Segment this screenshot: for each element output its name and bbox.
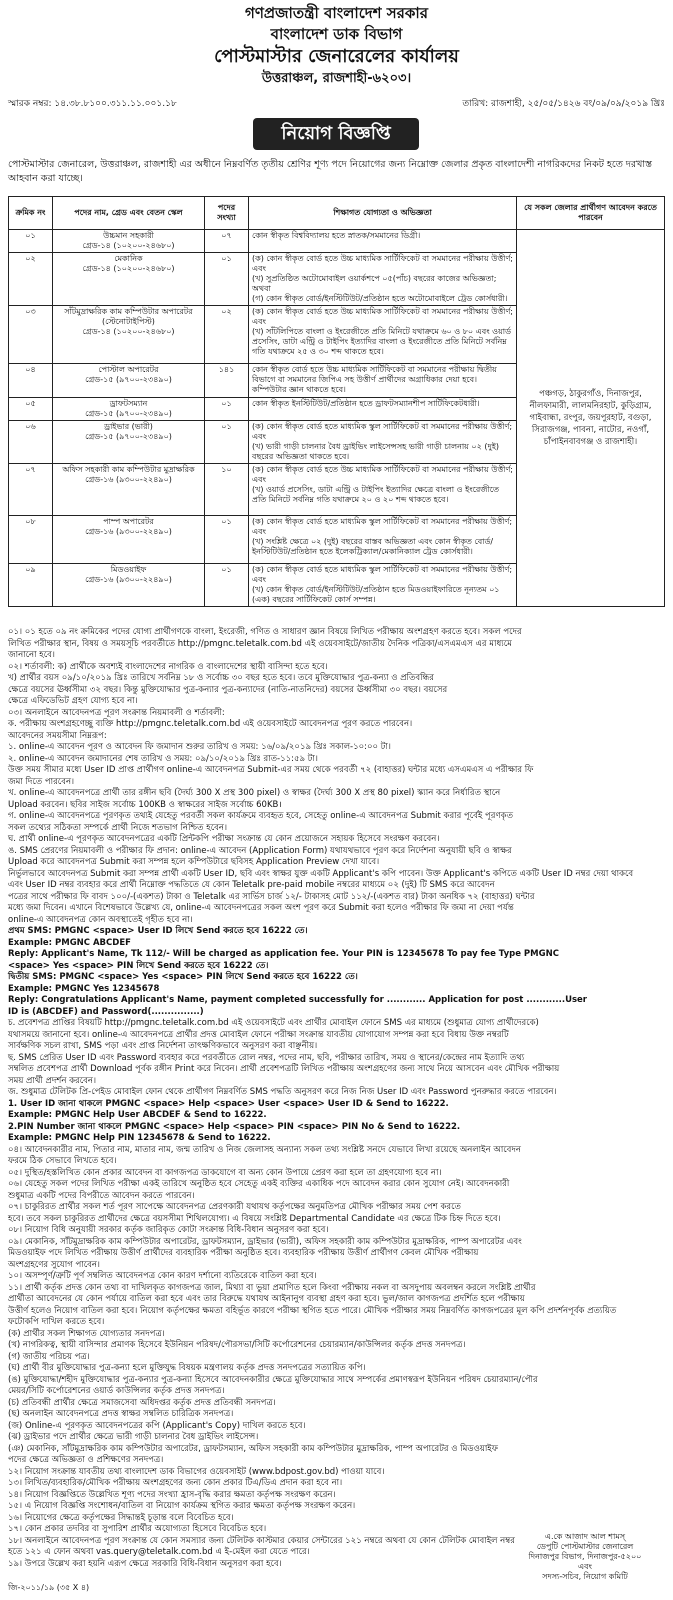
note-line: সার্বক্ষণিক সচল রাখা, SMS পড়া এবং প্রাপ্ত নির্দেশনা তাৎক্ষণিকভাবে অনুসরণ করা বাঞ্ছনীয়। [8, 1041, 318, 1051]
note-line: প্রার্থীতা আবেদনের যে কোন পর্যায়ে বাতিল করা হবে এবং তার বিরুদ্ধে যথাযথ আইনানুগ ব্যবস্থা গ্রহণ করা হবে। ভুল/জাল কাগজপত্র প্রদর্শিত হলে পরীক্ষায় [8, 1294, 525, 1304]
note-line: (ঞ) মেকানিক, সাঁটমুদ্রাক্ষরিক কাম কম্পিউটার অপারেটর, ড্রাফটসম্যান, অফিস সহকারী কাম কম্পিউটার মুদ্রাক্ষরিক, পাম্প অপারেটর ও মিডওয়াইফ [8, 1443, 498, 1454]
note-line: ১৭। কোন প্রকার তদবির বা সুপারিশ প্রার্থীর অযোগ্যতা হিসেবে বিবেচিত হবে। [8, 1524, 267, 1534]
note-line: Upload করবেন। ছবির সাইজ সর্বোচ্চ 100KB ও স্বাক্ষরের সাইজ সর্বোচ্চ 60KB। [8, 799, 282, 810]
memo-number: স্মারক নম্বর: ১৪.৩৮.৮১০০.৩১১.১১.০০১.১৮ [8, 99, 177, 109]
note-line: ক্ষেত্রে বয়সের ঊর্ধ্বসীমা ৩২ বছর। কিন্তু মুক্তিযোদ্ধার পুত্র-কন্যার পুত্র-কন্যাদের (নাতি-নাতনিদের) বয়সের ঊর্ধ্বসীমা ৩০ বছর। বয়সের [8, 684, 448, 695]
signature-block [505, 1532, 665, 1582]
serial-cell: ০৪ [9, 364, 53, 398]
serial-cell: ০১ [9, 230, 53, 253]
signatory-office: দিনাজপুর বিভাগ, দিনাজপুর-৫২০০ [528, 1552, 642, 1561]
note-line: জ. শুধুমাত্র টেলিটক প্রি-পেইড মোবাইল ফোন থেকে প্রার্থীগণ নিম্নবর্ণিত SMS পদ্ধতি অনুসরণ করে নিজ নিজ User ID এবং Password পুনরুদ্ধার করতে পারবেন। [8, 1087, 557, 1097]
note-line: ১৮। অনলাইনে আবেদনপত্র পূরণ সংক্রান্ত যে কোন সমস্যার জন্য টেলিটক কাস্টমার কেয়ার সেন্টারের ১২১ নম্বরে অথবা যে কোন টেলিটক মোবাইল নম্বর [8, 1535, 515, 1546]
col-header-serial: ক্রমিক নং [9, 197, 53, 230]
qualification-cell: (ক) কোন স্বীকৃত বোর্ড হতে উচ্চ মাধ্যমিক সার্টিফিকেট বা সমমানের পরীক্ষায় উত্তীর্ণ; এবং (খ) ওয়ার্ড প্রসেসিং, ডাটা এন্ট্রি ও টাইপিং ইত্যাদির ক্ষেত্রে বাংলা ও ইংরেজীতে প্রতি মিনিটে সর্বনিম্ন গতি যথাক্রমে ২০ ও ২০ শব্দ থাকতে হবে। [249, 464, 517, 516]
serial-cell: ০৭ [9, 464, 53, 516]
note-line: ১১। প্রার্থী কর্তৃক প্রদত্ত কোন তথ্য বা দাখিলকৃত কাগজপত্র জাল, মিথ্যা বা ভুয়া প্রমাণিত হলে কিংবা পরীক্ষায় নকল বা অসদুপায় অবলম্বন করলে সংশ্লিষ্ট প্রার্থীর [8, 1282, 536, 1293]
note-line: ঙ. SMS প্রেরণের নিয়মাবলী ও পরীক্ষার ফি প্রদান: online-এ আবেদন (Application Form) যথাযথভাবে পূরণ করে নির্দেশনা অনুযায়ী ছবি ও স্বাক্ষর [8, 845, 512, 856]
note-line: হবে। তবে সকল চাকুরিরত প্রার্থীদের ক্ষেত্রে বয়সসীমা শিথিলযোগ্য। এ বিষয়ে সংশ্লিষ্ট Departmental Candidate এর ক্ষেত্রে টিক চিহ্ন দিতে হবে। [8, 1213, 501, 1224]
table-body [9, 230, 665, 607]
post-cell: উচ্চমান সহকারী গ্রেড-১৪ (১০২০০-২৪৬৮০) [53, 230, 205, 253]
note-line: ০৮। নিয়োগ বিধি অনুযায়ী সরকার কর্তৃক জারিকৃত কোটা সংক্রান্ত বিধি-বিধান অনুসরণ করা হবে। [8, 1225, 329, 1235]
note-line: খ) প্রার্থীর বয়স ০৯/১০/২০১৯ খ্রিঃ তারিখে সর্বনিম্ন ১৮ ও সর্বোচ্চ ৩০ বছর হতে হবে। তবে মুক্তিযোদ্ধার পুত্র-কন্যা ও প্রতিবন্ধির [8, 673, 434, 683]
note-line: শুধুমাত্র একটি পদের বিপরীতে আবেদন করতে পারবেন। [8, 1190, 195, 1201]
note-line: ফরমে ঠিক সেভাবে লিখতে হবে। [8, 1156, 117, 1166]
count-cell: ০২ [205, 306, 249, 364]
count-cell: ০১ [205, 564, 249, 607]
table-row [9, 230, 665, 253]
note-line: (ছ) অনলাইন আবেদনপত্রে প্রদত্ত স্বাক্ষর সম্বলিত চারিত্রিক সনদপত্র। [8, 1409, 234, 1419]
note-line: Reply: Congratulations Applicant's Name, payment completed successfully for ............ Application for post ............User [8, 995, 587, 1005]
note-line: চ. প্রবেশপত্র প্রাপ্তির বিষয়টি http://pmgnc.teletalk.com.bd এই ওয়েবসাইটে এবং প্রার্থীর মোবাইল ফোনে SMS এর মাধ্যমে (শুধুমাত্র যোগ্য প্রার্থীদেরকে) [8, 1018, 539, 1028]
note-line: জানানো হবে। [8, 650, 55, 660]
posts-table [8, 196, 665, 607]
col-header-districts: যে সকল জেলার প্রার্থীগণ আবেদন করতে পারবেন [517, 197, 665, 230]
note-line: (ক) প্রার্থীর সকল শিক্ষাগত যোগ্যতার সনদপত্র। [8, 1328, 165, 1339]
serial-cell: ০৬ [9, 421, 53, 464]
post-cell: অফিস সহকারী কাম কম্পিউটার মুদ্রাক্ষরিক গ্রেড-১৬ (৯৩০০-২২৪৯০) [53, 464, 205, 516]
post-cell: মেকানিক গ্রেড-১৪ (১০২০০-২৪৬৮০) [53, 253, 205, 306]
signatory-name: এ.কে আজাদ আল শামস্ [544, 1532, 626, 1541]
note-line: উত্তীর্ণ হলেও নিয়োগ বাতিল করা হবে। নিয়োগ কর্তৃপক্ষের ক্ষমতা বহির্ভূত কারণে পরীক্ষা স্থগিত হতে পারে। মৌখিক পরীক্ষার সময় নিম্নবর্ণিত কাগজপত্রের মূল কপি প্রদর্শনপূর্বক প্রত্যয়িত [8, 1305, 617, 1316]
note-line: Example: PMGNC Help PIN 12345678 & Send to 16222. [8, 1133, 271, 1143]
note-line: ০৯। মেকানিক, সাঁটমুদ্রাক্ষরিক কাম কম্পিউটার অপারেটর, ড্রাফটসম্যান, ড্রাইভার (ভারী), অফিস সহকারী কাম কম্পিউটার মুদ্রাক্ষরিক, পাম্প অপারেটর এবং [8, 1236, 522, 1247]
note-line: এবং User ID নম্বর ব্যবহার করে প্রার্থী নিম্নোক্ত পদ্ধতিতে যে কোন Teletalk pre-paid mobile নম্বরের মাধ্যমে ০২ (দুই) টি SMS করে আবেদন [8, 880, 495, 890]
serial-cell: ০৩ [9, 306, 53, 364]
note-line: Upload করে আবেদনপত্র Submit করা সম্পন্ন হলে কম্পিউটারে ছবিসহ Application Preview দেখা যাবে। [8, 857, 380, 867]
count-cell: ১৪১ [205, 364, 249, 398]
col-header-qualification: শিক্ষাগত যোগ্যতা ও অভিজ্ঞতা [249, 197, 517, 230]
note-line: (জ) Online-এ পূরণকৃত আবেদনপত্রের কপি (Applicant's Copy) দাখিল করতে হবে। [8, 1420, 306, 1431]
note-line: (খ) নাগরিকত্ব, স্থায়ী বাসিন্দার প্রমাণক হিসেবে ইউনিয়ন পরিষদ/পৌরসভা/সিটি কর্পোরেশনের চেয়ারম্যান/কাউন্সিলর কর্তৃক প্রদত্ত সনদপত্র। [8, 1340, 466, 1350]
note-line: Example: PMGNC Yes 12345678 [8, 983, 160, 994]
qualification-cell: (ক) কোন স্বীকৃত বোর্ড হতে মাধ্যমিক স্কুল সার্টিফিকেট বা সমমানের পরীক্ষায় উত্তীর্ণ; এবং (খ) ভারী গাড়ী চালনার বৈধ ড্রাইভিং লাইসেন্সসহ ভারী গাড়ী চালনায় ০২ (দুই) বছরের অভিজ্ঞতা থাকতে হবে। [249, 421, 517, 464]
note-line: আবেদনের সময়সীমা নিম্নরূপ: [8, 730, 107, 741]
count-cell: ০১ [205, 516, 249, 564]
serial-cell: ০৫ [9, 398, 53, 421]
post-cell: ড্রাফটসম্যান গ্রেড-১৫ (৯৭০০-২৩৪৯০) [53, 398, 205, 421]
circular-date: তারিখ: রাজশাহী, ২৫/০৫/১৪২৬ বং/০৯/০৯/২০১৯ খ্রিঃ [462, 99, 665, 109]
count-cell: ১০ [205, 464, 249, 516]
note-line: 2.PIN Number জানা থাকলে PMGNC <space> Help <space> PIN <space> PIN No & Send to 16222. [8, 1121, 461, 1132]
note-line: (ঙ) মুক্তিযোদ্ধা/শহীদ মুক্তিযোদ্ধার পুত্র-কন্যার পুত্র-কন্যা হিসেবে আবেদনকারীর ক্ষেত্রে মুক্তিযোদ্ধার সাথে সম্পর্কের প্রমাণস্বরূপ ইউনিয়ন পরিষদ চেয়ারম্যান/পৌর [8, 1374, 538, 1385]
note-line: গ. online-এ আবেদনপত্রে পূরণকৃত তথ্যই যেহেতু পরবর্তী সকল কার্যক্রমে ব্যবহৃত হবে, সেহেতু online-এ আবেদনপত্র Submit করার পূর্বেই পূরণকৃত [8, 811, 513, 821]
note-line: ০৬। যেহেতু সকল পদের লিখিত পরীক্ষা একই তারিখে অনুষ্ঠিত হবে সেহেতু একই ব্যক্তির একাধিক পদে আবেদন করার কোন সুযোগ নেই। আবেদনকারী [8, 1179, 510, 1189]
col-header-count: পদের সংখ্যা [205, 197, 249, 230]
note-line: নির্ভুলভাবে আবেদনপত্র Submit করা সম্পন্ন প্রার্থী একটি User ID, ছবি এবং স্বাক্ষর যুক্ত একটি Applicant's কপি পাবেন। উক্ত Applicant's কপিতে একটি User ID নম্বর দেয়া থাকবে [8, 868, 634, 879]
note-line: ১৪। নিয়োগ বিজ্ঞপ্তিতে উল্লেখিত শূণ্য পদের সংখ্যা হ্রাস-বৃদ্ধি করার ক্ষমতা কর্তৃপক্ষ সংরক্ষণ করেন। [8, 1489, 336, 1500]
note-line: ০৪। আবেদনকারীর নাম, পিতার নাম, মাতার নাম, জন্ম তারিখ ও নিজ জেলাসহ অন্যান্য সকল তথ্য সংশ্লিষ্ট সনদে যেভাবে লিখা রয়েছে অনলাইন আবেদন [8, 1144, 521, 1155]
post-cell: ড্রাইভার (ভারী) গ্রেড-১৫ (৯৭০০-২৩৪৯০) [53, 421, 205, 464]
note-line: ০৫। দুস্থিত/হস্তলিখিত কোন প্রকার আবেদন বা কাগজপত্র ডাকযোগে বা অন্য কোন উপায়ে প্রেরণ করা হলে তা গ্রহণযোগ্য হবে না। [8, 1167, 442, 1178]
count-cell: ০৭ [205, 230, 249, 253]
note-line: ফটোকপি দাখিল করতে হবে। [8, 1317, 105, 1327]
qualification-cell: (ক) কোন স্বীকৃত বোর্ড হতে মাধ্যমিক স্কুল সার্টিফিকেট বা সমমানের পরীক্ষায় উত্তীর্ণ; এবং (খ) কোন স্বীকৃত বোর্ড/ইনস্টিটিউট/প্রতিষ্ঠান হতে মিডওয়াইফারিতে নূন্যতম ০১ (এক) বছরের সার্টিফিকেট কোর্স সম্পন্ন। [249, 564, 517, 607]
note-line: ১৬। নিয়োগের ক্ষেত্রে কর্তৃপক্ষের সিদ্ধান্তই চূড়ান্ত বলে বিবেচিত হবে। [8, 1512, 234, 1523]
note-line: প্রথম SMS: PMGNC <space> User ID লিখে Send করতে হবে 16222 তে। [8, 926, 308, 936]
note-line: Reply: Applicant's Name, Tk 112/- Will be charged as application fee. Your PIN is 12345678 To pay fee Type PMGNC [8, 949, 559, 959]
post-cell: পাম্প অপারেটর গ্রেড-১৬ (৯৩০০-২২৪৯০) [53, 516, 205, 564]
note-line: মধ্যে জমা দিবেন। এখানে বিশেষভাবে উল্লেখ্য যে, online-এ আবেদনপত্রের সকল অংশ পূরণ করে Submit করা হলেও পরীক্ষার ফি জমা না দেয়া পর্যন্ত [8, 903, 514, 913]
note-line: মিডওয়াইফ পদে লিখিত পরীক্ষায় উত্তীর্ণ প্রার্থীদের ব্যবহারিক পরীক্ষা অনুষ্ঠিত হবে। ব্যবহারিক পরীক্ষায় উত্তীর্ণ প্রার্থীগণ কেবল মৌখিক পরীক্ষায় [8, 1248, 479, 1258]
note-line: Example: PMGNC Help User ABCDEF & Send to 16222. [8, 1110, 267, 1120]
serial-cell: ০৯ [9, 564, 53, 607]
note-line: খ. online-এ আবেদনপত্রে প্রার্থী তার রঙ্গীন ছবি (দৈর্ঘ্য 300 X প্রস্থ 300 pixel) ও স্বাক্ষর (দৈর্ঘ্য 300 X প্রস্থ 80 pixel) স্ক্যান করে নির্ধারিত স্থানে [8, 788, 501, 798]
count-cell: ০১ [205, 421, 249, 464]
note-line: ১. online-এ আবেদন পূরণ ও আবেদন ফি জমাদান শুরুর তারিখ ও সময়: ১৬/০৯/২০১৯ খ্রিঃ সকাল-১০:০০ টা। [8, 742, 391, 752]
note-line: জমা দিতে পারবেন। [8, 776, 75, 787]
note-line: অংশগ্রহণের সুযোগ পাবেন। [8, 1259, 100, 1270]
note-line: ১৫। এ নিয়োগ বিজ্ঞপ্তি সংশোধন/বাতিল বা নিয়োগ কার্যক্রম স্থগিত করার ক্ষমতা কর্তৃপক্ষ সংরক্ষণ করেন। [8, 1501, 356, 1511]
note-line: online-এ আবেদনপত্র কোন অবস্থাতেই গৃহীত হবে না। [8, 914, 193, 925]
post-cell: সাঁটমুদ্রাক্ষরিক কাম কম্পিউটার অপারেটর (স্টেনোটাইপিস্ট) গ্রেড-১৪ (১০২০০-২৪৬৮০) [53, 306, 205, 364]
post-cell: মিডওয়াইফ গ্রেড-১৬ (৯৩০০-২২৪৯০) [53, 564, 205, 607]
note-line: ১০। অসম্পূর্ণ/ত্রুটি পূর্ণ সম্বলিত আবেদনপত্র কোন কারণ দর্শানো ব্যতিরেকে বাতিল করা হবে। [8, 1271, 317, 1281]
intro-text: পোস্টমাস্টার জেনারেল, উত্তরাঞ্চল, রাজশাহী এর অধীনে নিম্নবর্ণিত তৃতীয় শ্রেণির শূণ্য পদে নিয়োগের জন্য নিম্নোক্ত জেলার প্রকৃত বাংলাদেশী নাগরিকদের নিকট হতে দরখাস্ত আহবান করা যাচ্ছে। [8, 159, 652, 184]
header-office: পোস্টমাস্টার জেনারেলের কার্যালয় [214, 46, 459, 67]
note-line: দ্বিতীয় SMS: PMGNC <space> Yes <space> PIN লিখে Send করতে হবে 16222 তে। [8, 972, 358, 982]
qualification-cell: (ক) কোন স্বীকৃত বোর্ড হতে উচ্চ মাধ্যমিক সার্টিফিকেট বা সমমানের পরীক্ষায় উত্তীর্ণ; এবং (খ) সাঁটলিপিতে বাংলা ও ইংরেজীতে প্রতি মিনিটে যথাক্রমে ৬০ ও ৮০ এবং ওয়ার্ড প্রসেসিং, ডাটা এন্ট্রি ও টাইপিং ইত্যাদির বাংলা ও ইংরেজীতে প্রতি মিনিটে সর্বনিম্ন গতি যথাক্রমে ২৫ ও ৩০ শব্দ থাকতে হবে। [249, 306, 517, 364]
qualification-cell: (ক) কোন স্বীকৃত বোর্ড হতে মাধ্যমিক স্কুল সার্টিফিকেট বা সমমানের পরীক্ষায় উত্তীর্ণ; এবং (খ) সংশ্লিষ্ট ক্ষেত্রে ০২ (দুই) বছরের বাস্তব অভিজ্ঞতা এবং কোন স্বীকৃত বোর্ড/ইনস্টিটিউট/প্রতিষ্ঠান হতে ইলেকট্রিক্যাল/মেকানিক্যাল ট্রেড কোর্সধারী। [249, 516, 517, 564]
qualification-cell: কোন স্বীকৃত বিশ্ববিদ্যালয় হতে স্নাতক/সমমানের ডিগ্রী। [249, 230, 517, 253]
note-line: ০৭। চাকুরিরত প্রার্থীর সকল শর্ত পূরণ সাপেক্ষে আবেদনপত্র প্রেরণকারী যথাযথ কর্তৃপক্ষের অনুমতিপত্র মৌখিক পরীক্ষার সময় পেশ করতে [8, 1202, 461, 1212]
note-line: ১৯। উপরে উল্লেখ করা হয়নি এরূপ ক্ষেত্রে সরকারি বিধি-বিধান অনুসরণ করা হবে। [8, 1558, 282, 1569]
note-line: যথাসময়ে জানানো হবে। online-এ আবেদনপত্রে প্রার্থীর প্রদত্ত মোবাইল ফোনে পরীক্ষা সংক্রান্ত যাবতীয় যোগাযোগ সম্পন্ন করা হবে বিধায় উক্ত নম্বরটি [8, 1029, 509, 1040]
note-line: সম্বলিত প্রবেশপত্র প্রার্থী Download পূর্বক রঙ্গীন Print করে নিবেন। প্রার্থী প্রবেশপত্রটি লিখিত পরীক্ষায় অংশগ্রহণের জন্য সাথে নিয়ে আসবেন এবং মৌখিক পরীক্ষায় [8, 1064, 560, 1074]
qualification-cell: কোন স্বীকৃত বোর্ড হতে উচ্চ মাধ্যমিক সার্টিফিকেট বা সমমানের পরীক্ষায় দ্বিতীয় বিভাগে বা সমমানের জিপিএ সহ উত্তীর্ণ প্রার্থীদের অগ্রাধিকার দেয়া হবে। কম্পিউটার জ্ঞান থাকতে হবে। [249, 364, 517, 398]
note-line: ১২। নিয়োগ সংক্রান্ত যাবতীয় তথ্য বাংলাদেশ ডাক বিভাগের ওয়েবসাইট (www.bdpost.gov.bd) পাওয়া যাবে। [8, 1466, 385, 1477]
signatory-role: সদস্য-সচিব, নিয়োগ কমিটি [542, 1572, 628, 1581]
table-header-row [9, 197, 665, 230]
note-line: ID is (ABCDEF) and Password(...............) [8, 1006, 204, 1017]
note-line: 1. User ID জানা থাকলে PMGNC <space> Help <space> User <space> User ID & Send to 16222. [8, 1098, 449, 1109]
count-cell: ০১ [205, 253, 249, 306]
serial-cell: ০২ [9, 253, 53, 306]
note-line: ক্ষেত্রে এফিডেভিট গ্রহণ যোগ্য হবে না। [8, 696, 138, 706]
qualification-cell: কোন স্বীকৃত ইনস্টিটিউট/প্রতিষ্ঠান হতে ড্রাফটসম্যানশীপ সার্টিফিকেটধারী। [249, 398, 517, 421]
note-line: সময় প্রার্থী প্রদর্শন করবেন। [8, 1075, 96, 1086]
note-line: <space> Yes <space> PIN লিখে Send করতে হবে 16222 তে। [8, 960, 269, 971]
note-line: মেয়র/সিটি কর্পোরেশনের ওয়ার্ড কাউন্সিলর কর্তৃক প্রদত্ত সনদপত্র। [8, 1386, 225, 1396]
qualification-cell: (ক) কোন স্বীকৃত বোর্ড হতে উচ্চ মাধ্যমিক সার্টিফিকেট বা সমমানের পরীক্ষায় উত্তীর্ণ; এবং (খ) সুপ্রতিষ্ঠিত অটোমোবাইল ওয়ার্কশপে ০৫(পাঁচ) বছরের কাজের অভিজ্ঞতা; অথবা (গ) কোন স্বীকৃত বোর্ড/ইনস্টিটিউট/প্রতিষ্ঠান হতে অটোমোবাইলে ট্রেড কোর্সধারী। [249, 253, 517, 306]
note-line: ০৩। অনলাইনে আবেদনপত্র পূরণ সংক্রান্ত নিয়মাবলী ও শর্তাবলী: [8, 707, 225, 718]
note-line: পত্রের সাথে পরীক্ষার ফি বাবদ ১০০/-(একশত) টাকা ও Teletalk এর সার্ভিস চার্জ ১২/- টাকাসহ মোট ১১২/-(একশত বার) টাকা অনধিক ৭২ (বাহাত্তর) ঘন্টার [8, 891, 535, 902]
header-address: উত্তরাঞ্চল, রাজশাহী-৬২০৩। [261, 71, 412, 86]
serial-cell: ০৮ [9, 516, 53, 564]
note-line: ০২। শর্তাবলী: ক) প্রার্থীকে অবশ্যই বাংলাদেশের নাগরিক ও বাংলাদেশের স্থায়ী বাসিন্দা হতে হবে। [8, 661, 328, 672]
note-line: উক্ত সময় সীমার মধ্যে User ID প্রাপ্ত প্রার্থীগণ online-এ আবেদনপত্র Submit-এর সময় থেকে পরবর্তী ৭২ (বাহাত্তর) ঘন্টার মধ্যে এসএমএস এ পরীক্ষার ফি [8, 765, 534, 775]
note-line: (গ) জাতীয় পরিচয় পত্র। [8, 1351, 90, 1362]
note-line: সকল তথ্যের সঠিকতা সম্পর্কে প্রার্থী নিজে শতভাগ নিশ্চিত হবেন। [8, 822, 227, 833]
post-cell: পোস্টাল অপারেটর গ্রেড-১৫ (৯৭০০-২৩৪৯০) [53, 364, 205, 398]
note-line: ২. online-এ আবেদন জমাদানের শেষ তারিখ ও সময়: ০৯/১০/২০১৯ খ্রিঃ রাত-১১:৫৯ টা। [8, 753, 318, 764]
note-line: (চ) প্রতিবন্ধী প্রার্থীর ক্ষেত্রে সমাজসেবা অধিদপ্তর কর্তৃক প্রদত্ত প্রতিবন্ধী সনদপত্র। [8, 1397, 276, 1408]
note-line: ছ. SMS প্রেরিত User ID এবং Password ব্যবহার করে পরবর্তীতে রোল নম্বর, পদের নাম, ছবি, পরীক্ষার তারিখ, সময় ও স্থানের/কেন্দ্রের নাম ইত্যাদি তথ্য [8, 1052, 525, 1063]
note-line: হতে ১২১ এ ফোন অথবা vas.query@teletalk.com.bd এ ই-মেইল করা যেতে পারে। [8, 1547, 310, 1557]
note-line: ১৩। লিখিত/ব্যবহারিক/মৌখিক পরীক্ষায় অংশগ্রহণের জন্য কোন প্রকার টিএ/ডিএ প্রদান করা হবে না। [8, 1478, 343, 1488]
header-dept: বাংলাদেশ ডাক বিভাগ [270, 25, 403, 43]
signatory-and: এবং [578, 1562, 592, 1571]
districts-cell: পঞ্চগড়, ঠাকুরগাঁও, দিনাজপুর, নীলফামারী, লালমনিরহাট, কুড়িগ্রাম, গাইবান্ধা, রংপুর, জয়পুরহাট, বগুড়া, সিরাজগঞ্জ, পাবনা, নাটোর, নওগাঁ, চাঁপাইনবাবগঞ্জ ও রাজশাহী। [517, 230, 665, 607]
note-line: পদের ক্ষেত্রে অভিজ্ঞতা ও প্রশিক্ষণের সনদপত্র। [8, 1455, 164, 1465]
header-govt: গণপ্রজাতন্ত্রী বাংলাদেশ সরকার [245, 4, 428, 22]
note-line: ঘ. প্রার্থী online-এ পূরণকৃত আবেদনপত্রের একটি প্রিন্টকপি পরীক্ষা সংক্রান্ত যে কোন প্রয়োজনে সহায়ক হিসেবে সংরক্ষণ করবেন। [8, 834, 440, 844]
circular-title: নিয়োগ বিজ্ঞপ্তি [253, 118, 419, 150]
note-line: লিখিত পরীক্ষার স্থান, বিষয় ও সময়সূচি পরবর্তীতে http://pmgnc.teletalk.com.bd এই ওয়েবসাইটে/জাতীয় দৈনিক পত্রিকা/এসএমএস এর মাধ্যমে [8, 638, 512, 649]
note-line: (ঝ) ড্রাইভার পদে প্রার্থীর ক্ষেত্রে ভারী গাড়ী চালনার বৈধ ড্রাইভিং লাইসেন্স। [8, 1432, 259, 1442]
note-line: ০১। ০১ হতে ০৯ নং ক্রমিকের পদের যোগ্য প্রার্থীগণকে বাংলা, ইংরেজী, গণিত ও সাধারণ জ্ঞান বিষয়ে লিখিত পরীক্ষায় অংশগ্রহণ করতে হবে। সকল পদের [8, 627, 522, 637]
signatory-designation: ডেপুটি পোস্টমাস্টার জেনারেল [536, 1542, 634, 1551]
note-line: (ঘ) প্রার্থী বীর মুক্তিযোদ্ধার পুত্র-কন্যা হলে মুক্তিযুদ্ধ বিষয়ক মন্ত্রণালয় কর্তৃক প্রদত্ত সনদপত্রের সত্যায়িত কপি। [8, 1363, 366, 1373]
note-line: Example: PMGNC ABCDEF [8, 937, 131, 948]
col-header-post: পদের নাম, গ্রেড এবং বেতন স্কেল [53, 197, 205, 230]
count-cell: ০১ [205, 398, 249, 421]
footer-code: জি-২০১১/১৯ (৩৫ X ৪) [8, 1583, 90, 1592]
note-line: ক. পরীক্ষায় অংশগ্রহণেচ্ছু ব্যক্তি http://pmgnc.teletalk.com.bd এই ওয়েবসাইটে আবেদনপত্র পূরণ করতে পারবেন। [8, 719, 413, 729]
